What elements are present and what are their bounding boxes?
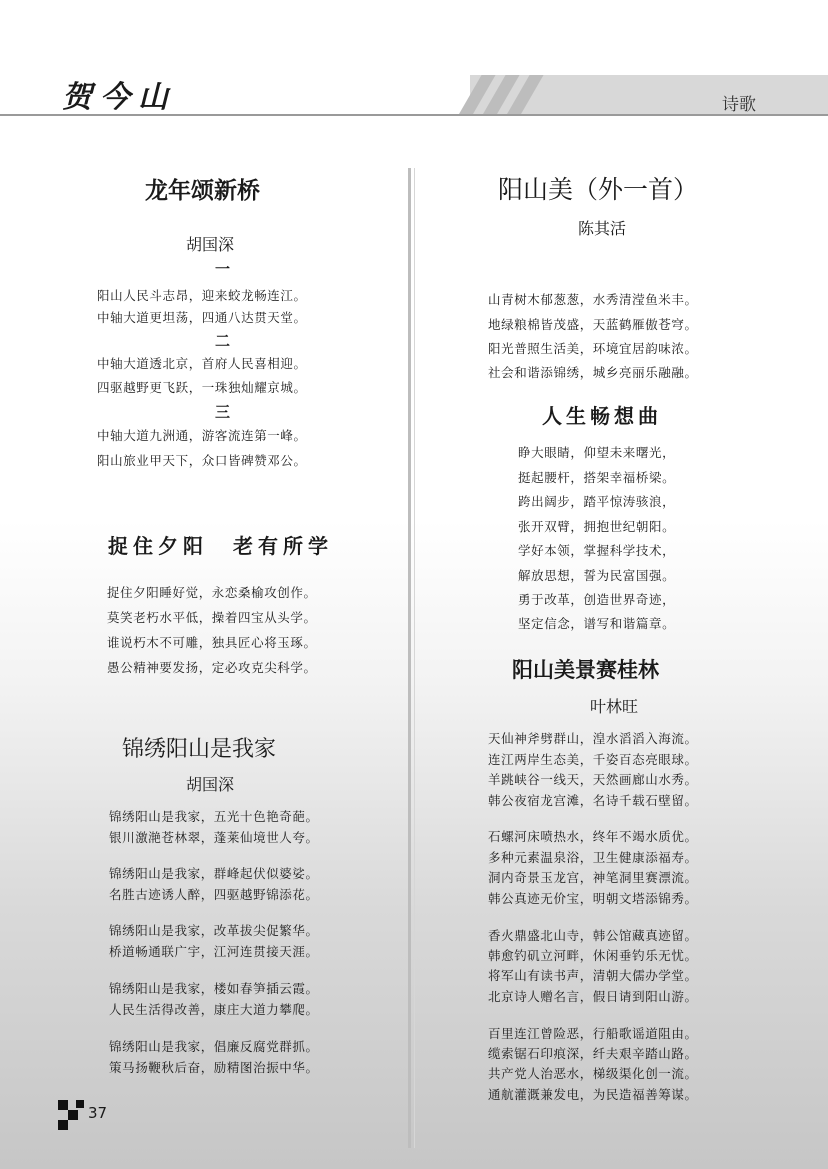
poem-line: 通航灌溉兼发电，为民造福善筹谋。 (488, 1087, 698, 1102)
poem-line: 四驱越野更飞跃，一珠独灿耀京城。 (97, 380, 307, 395)
poem-line: 张开双臂，拥抱世纪朝阳。 (518, 519, 676, 534)
poem-line: 锦绣阳山是我家，改革拔尖促繁华。 (109, 923, 319, 938)
poem-line: 香火鼎盛北山寺，韩公馆藏真迹留。 (488, 928, 698, 943)
poem-title: 阳山美景赛桂林 (512, 658, 659, 682)
poem-line: 韩愈钓矶立河畔，休闲垂钓乐无忧。 (488, 948, 698, 963)
poem-line: 跨出阔步，踏平惊涛骇浪， (518, 494, 676, 509)
magazine-logo: 贺今山 (62, 80, 176, 115)
poem-author: 胡国深 (186, 235, 235, 254)
poem-line: 阳光普照生活美，环境宜居韵味浓。 (488, 341, 698, 356)
page-mark-square (68, 1110, 78, 1120)
page-mark-square (58, 1120, 68, 1130)
poem-line: 捉住夕阳睡好觉，永恋桑榆攻创作。 (107, 585, 317, 600)
column-divider (408, 168, 411, 1148)
poem-line: 桥道畅通联广宇，江河连贯接天涯。 (109, 944, 319, 959)
poem-line: 锦绣阳山是我家，楼如春笋插云霞。 (109, 981, 319, 996)
poem-line: 愚公精神要发扬，定必攻克尖科学。 (107, 660, 317, 675)
poem-line: 挺起腰杆，搭架幸福桥梁。 (518, 470, 676, 485)
poem-line: 中轴大道更坦荡，四通八达贯天堂。 (97, 310, 307, 325)
poem-line: 锦绣阳山是我家，五光十色艳奇葩。 (109, 809, 319, 824)
stanza-number: 一 (215, 260, 231, 278)
stanza-number: 二 (215, 332, 231, 350)
poem-line: 睁大眼睛，仰望未来曙光， (518, 445, 676, 460)
poem-line: 人民生活得改善，康庄大道力攀爬。 (109, 1002, 319, 1017)
poem-line: 谁说朽木不可雕，独具匠心将玉琢。 (107, 635, 317, 650)
poem-line: 多种元素温泉浴，卫生健康添福寿。 (488, 850, 698, 865)
poem-line: 中轴大道透北京，首府人民喜相迎。 (97, 356, 307, 371)
poem-line: 锦绣阳山是我家，群峰起伏似婆娑。 (109, 866, 319, 881)
poem-line: 银川激滟苍林翠，蓬莱仙境世人夸。 (109, 830, 319, 845)
poem-line: 策马扬鞭秋后奋，励精图治振中华。 (109, 1060, 319, 1075)
poem-line: 北京诗人赠名言，假日请到阳山游。 (488, 989, 698, 1004)
poem-line: 天仙神斧劈群山，湟水滔滔入海流。 (488, 731, 698, 746)
poem-title: 阳山美（外一首） (498, 175, 699, 204)
poem-line: 解放思想，誓为民富国强。 (518, 568, 676, 583)
poem-line: 社会和谐添锦绣，城乡亮丽乐融融。 (488, 365, 698, 380)
page-number: 37 (88, 1104, 108, 1122)
poem-title: 龙年颂新桥 (145, 178, 260, 204)
column-divider-thin (414, 168, 415, 1148)
poem-line: 阳山人民斗志昂，迎来蛟龙畅连江。 (97, 288, 307, 303)
poem-line: 韩公真迹无价宝，明朝文塔添锦秀。 (488, 891, 698, 906)
poem-line: 中轴大道九洲通，游客流连第一峰。 (97, 428, 307, 443)
poem-line: 石螺河床喷热水，终年不竭水质优。 (488, 829, 698, 844)
poem-title: 人生畅想曲 (542, 404, 662, 428)
poem-line: 锦绣阳山是我家，倡廉反腐党群抓。 (109, 1039, 319, 1054)
poem-line: 学好本领，掌握科学技术， (518, 543, 676, 558)
stanza-number: 三 (215, 403, 231, 421)
poem-line: 地绿粮棉皆茂盛，天蓝鹤雁傲苍穹。 (488, 317, 698, 332)
page-mark-square (76, 1100, 84, 1108)
poem-line: 山青树木郁葱葱，水秀清滢鱼米丰。 (488, 292, 698, 307)
poem-author: 陈其活 (578, 219, 627, 238)
poem-line: 坚定信念，谱写和谐篇章。 (518, 616, 676, 631)
poem-line: 百里连江曾险恶，行船歌谣道阻由。 (488, 1026, 698, 1041)
poem-author: 叶林旺 (590, 697, 639, 716)
poem-line: 羊跳峡谷一线天，天然画廊山水秀。 (488, 772, 698, 787)
poem-line: 勇于改革，创造世界奇迹， (518, 592, 676, 607)
poem-title: 锦绣阳山是我家 (122, 737, 277, 762)
poem-line: 名胜古迹诱人醉，四驱越野锦添花。 (109, 887, 319, 902)
poem-title: 捉住夕阳 老有所学 (108, 534, 333, 558)
poem-line: 共产党人治恶水，梯级渠化创一流。 (488, 1066, 698, 1081)
poem-line: 将军山有读书声，清朝大儒办学堂。 (488, 968, 698, 983)
poem-line: 缆索锯石印痕深，纤夫艰辛踏山路。 (488, 1046, 698, 1061)
poem-line: 洞内奇景玉龙宫，神笔洞里赛漂流。 (488, 870, 698, 885)
poem-line: 莫笑老朽水平低，操着四宝从头学。 (107, 610, 317, 625)
poem-author: 胡国深 (186, 775, 235, 794)
poem-line: 阳山旅业甲天下，众口皆碑赞邓公。 (97, 453, 307, 468)
page-mark-square (58, 1100, 68, 1110)
poem-line: 连江两岸生态美，千姿百态亮眼球。 (488, 752, 698, 767)
poem-line: 韩公夜宿龙宫滩，名诗千载石壁留。 (488, 793, 698, 808)
section-label: 诗歌 (722, 95, 756, 115)
